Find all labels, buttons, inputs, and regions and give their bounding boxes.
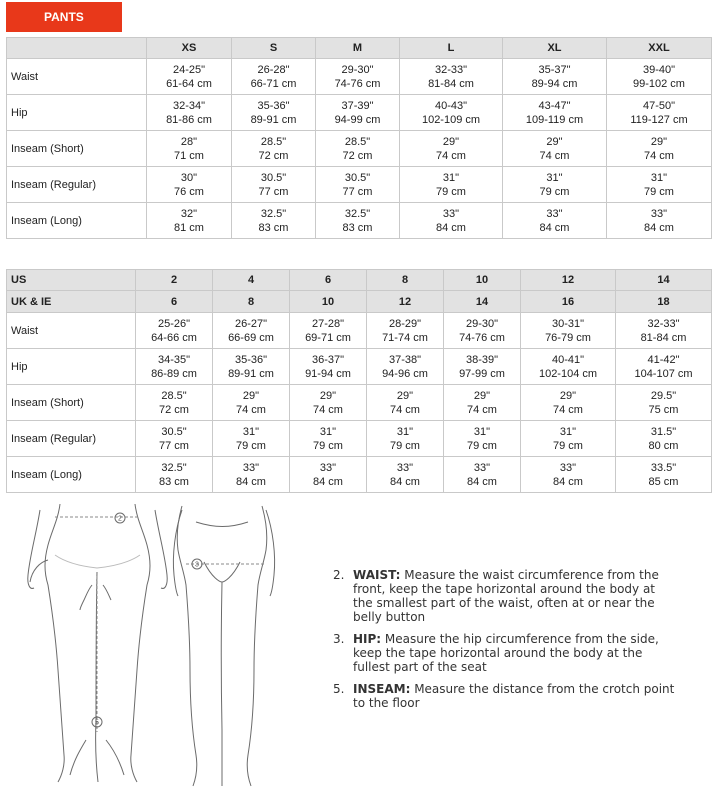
size-cm: 74 cm	[644, 149, 674, 162]
size-cm: 84 cm	[553, 475, 583, 488]
row-label: Inseam (Regular)	[7, 167, 147, 203]
size-inches: 29.5"	[650, 389, 677, 402]
size-cm: 102-104 cm	[538, 367, 598, 380]
size-inches: 33"	[650, 207, 668, 220]
size-inches: 40-41"	[551, 353, 585, 366]
size-cell	[503, 167, 607, 203]
size-inches: 36-37"	[311, 353, 345, 366]
row-label: Inseam (Short)	[7, 385, 136, 421]
instruction-body	[353, 632, 678, 674]
marker-inseam-label: 5	[95, 719, 99, 727]
size-inches: 41-42"	[647, 353, 680, 366]
size-inches: 28-29"	[388, 317, 422, 330]
size-cell	[521, 457, 616, 493]
size-cm: 72 cm	[342, 149, 373, 162]
size-cm: 79 cm	[644, 185, 674, 198]
size-cm: 84 cm	[313, 475, 343, 488]
size-cm: 76-79 cm	[545, 331, 591, 344]
instruction-text: Measure the waist circumference from the front, keep the tape horizontal around the body at the smallest part of the waist, often at or near the belly button	[353, 568, 659, 624]
size-cm: 84 cm	[644, 221, 674, 234]
size-inches: 35-36"	[257, 99, 290, 112]
size-inches: 31"	[546, 171, 563, 184]
size-cell	[616, 349, 712, 385]
header-size: XL	[503, 38, 607, 59]
size-cm: 85 cm	[648, 475, 679, 488]
row-label: Inseam (Regular)	[7, 421, 136, 457]
size-inches: 28.5"	[344, 135, 371, 148]
size-inches: 32-33"	[647, 317, 680, 330]
size-cell	[290, 313, 367, 349]
size-inches: 29"	[650, 135, 668, 148]
size-inches: 32.5"	[260, 207, 287, 220]
size-cell	[290, 349, 367, 385]
us-size: 2	[136, 270, 213, 291]
size-cm: 74 cm	[236, 403, 266, 416]
size-inches: 40-43"	[434, 99, 468, 112]
instruction-number: 3.	[333, 632, 345, 646]
size-inches: 35-36"	[234, 353, 268, 366]
size-cm: 77 cm	[258, 185, 289, 198]
size-inches: 24-25"	[172, 63, 206, 76]
size-cm: 77 cm	[159, 439, 189, 452]
size-cm: 89-94 cm	[531, 77, 578, 90]
size-cm: 79 cm	[236, 439, 266, 452]
us-size: 8	[367, 270, 444, 291]
size-cell	[400, 95, 503, 131]
header-size: XXL	[607, 38, 712, 59]
size-cm: 61-64 cm	[166, 77, 212, 90]
size-inches: 33.5"	[650, 461, 677, 474]
us-size: 14	[616, 270, 712, 291]
uk-size: 18	[616, 291, 712, 313]
size-cm: 79 cm	[390, 439, 420, 452]
row-label: Waist	[7, 59, 147, 95]
size-cm: 84 cm	[539, 221, 570, 234]
size-cell	[367, 385, 444, 421]
size-cm: 102-109 cm	[421, 113, 481, 126]
size-inches: 32"	[180, 207, 198, 220]
size-cell	[367, 457, 444, 493]
size-cell	[232, 95, 316, 131]
size-inches: 39-40"	[642, 63, 676, 76]
size-cm: 89-91 cm	[250, 113, 297, 126]
size-cell	[503, 95, 607, 131]
size-inches: 31"	[396, 425, 414, 438]
instruction-number: 5.	[333, 682, 345, 696]
size-cm: 66-69 cm	[228, 331, 274, 344]
size-inches: 31"	[473, 425, 491, 438]
size-cell	[503, 203, 607, 239]
size-inches: 30.5"	[161, 425, 187, 438]
table-row	[7, 95, 712, 131]
size-cm: 84 cm	[436, 221, 466, 234]
row-label: Inseam (Long)	[7, 203, 147, 239]
size-inches: 38-39"	[465, 353, 499, 366]
size-inches: 33"	[546, 207, 563, 220]
size-inches: 31"	[242, 425, 260, 438]
size-cm: 81-84 cm	[640, 331, 687, 344]
size-inches: 29"	[559, 389, 577, 402]
size-cell	[367, 349, 444, 385]
size-cell	[400, 167, 503, 203]
size-cm: 79 cm	[313, 439, 343, 452]
size-cell	[147, 59, 232, 95]
size-inches: 31"	[442, 171, 460, 184]
size-inches: 33"	[559, 461, 577, 474]
size-cell	[400, 203, 503, 239]
size-inches: 30.5"	[344, 171, 371, 184]
uk-size: 8	[213, 291, 290, 313]
size-cell	[367, 421, 444, 457]
size-inches: 31"	[319, 425, 337, 438]
marker-waist-label: 2	[118, 515, 122, 523]
size-cm: 64-66 cm	[151, 331, 197, 344]
numeric-size-table	[6, 269, 712, 493]
uk-size: 14	[444, 291, 521, 313]
row-label: Waist	[7, 313, 136, 349]
size-inches: 25-26"	[157, 317, 191, 330]
size-cm: 94-96 cm	[382, 367, 428, 380]
size-cm: 81-86 cm	[166, 113, 212, 126]
size-cm: 71-74 cm	[382, 331, 428, 344]
uk-size: 16	[521, 291, 616, 313]
size-inches: 32.5"	[161, 461, 187, 474]
size-inches: 26-28"	[257, 63, 290, 76]
instruction-text: Measure the hip circumference from the side, keep the tape horizontal around the body at the fullest part of the seat	[353, 632, 659, 674]
size-cm: 74 cm	[539, 149, 570, 162]
size-cm: 104-107 cm	[634, 367, 693, 380]
uk-size: 6	[136, 291, 213, 313]
size-cell	[503, 59, 607, 95]
size-cm: 79 cm	[467, 439, 497, 452]
size-cm: 74 cm	[390, 403, 420, 416]
size-inches: 28.5"	[161, 389, 187, 402]
size-cm: 83 cm	[258, 221, 289, 234]
size-cell	[316, 131, 400, 167]
size-cell	[521, 421, 616, 457]
size-cm: 81 cm	[174, 221, 204, 234]
size-cell	[607, 95, 712, 131]
size-inches: 37-38"	[388, 353, 422, 366]
size-cell	[213, 421, 290, 457]
size-inches: 31.5"	[650, 425, 677, 438]
size-cm: 86-89 cm	[151, 367, 197, 380]
size-cell	[290, 457, 367, 493]
instruction-body	[353, 568, 678, 624]
row-label: Hip	[7, 95, 147, 131]
size-cell	[521, 313, 616, 349]
size-inches: 34-35"	[157, 353, 191, 366]
table-row	[7, 385, 712, 421]
us-size: 4	[213, 270, 290, 291]
size-cm: 91-94 cm	[305, 367, 351, 380]
size-cell	[444, 385, 521, 421]
instruction-body	[353, 682, 678, 710]
size-cell	[147, 203, 232, 239]
size-inches: 33"	[319, 461, 337, 474]
size-cell	[316, 59, 400, 95]
header-size: M	[316, 38, 400, 59]
size-inches: 31"	[559, 425, 577, 438]
header-size: S	[232, 38, 316, 59]
size-cm: 84 cm	[467, 475, 497, 488]
size-cell	[444, 349, 521, 385]
size-cell	[213, 457, 290, 493]
size-cm: 94-99 cm	[334, 113, 381, 126]
size-inches: 37-39"	[341, 99, 374, 112]
size-cell	[616, 313, 712, 349]
size-cell	[136, 313, 213, 349]
size-inches: 30"	[180, 171, 198, 184]
size-inches: 29"	[442, 135, 460, 148]
size-cm: 81-84 cm	[428, 77, 474, 90]
uk-size: 10	[290, 291, 367, 313]
size-inches: 29"	[473, 389, 491, 402]
size-cm: 83 cm	[159, 475, 189, 488]
header-corner	[7, 38, 147, 59]
size-inches: 35-37"	[538, 63, 571, 76]
size-inches: 29-30"	[465, 317, 499, 330]
size-inches: 26-27"	[234, 317, 268, 330]
size-cell	[616, 385, 712, 421]
size-cell	[232, 131, 316, 167]
size-cell	[136, 385, 213, 421]
size-cm: 71 cm	[174, 149, 204, 162]
size-cell	[607, 167, 712, 203]
instruction-term: WAIST:	[353, 568, 401, 582]
size-inches: 29"	[396, 389, 414, 402]
size-cm: 97-99 cm	[459, 367, 505, 380]
size-cell	[521, 385, 616, 421]
size-cm: 119-127 cm	[630, 113, 688, 126]
size-inches: 32.5"	[344, 207, 371, 220]
size-cell	[444, 421, 521, 457]
size-inches: 30-31"	[551, 317, 585, 330]
size-cell	[232, 167, 316, 203]
size-cell	[367, 313, 444, 349]
size-inches: 27-28"	[311, 317, 345, 330]
marker-hip-label: 3	[195, 561, 199, 569]
table-row	[7, 313, 712, 349]
size-inches: 29"	[242, 389, 260, 402]
size-inches: 33"	[473, 461, 491, 474]
size-inches: 30.5"	[260, 171, 287, 184]
instruction-item	[333, 632, 678, 674]
size-cell	[503, 131, 607, 167]
size-cell	[213, 349, 290, 385]
size-cm: 109-119 cm	[525, 113, 584, 126]
size-cm: 74-76 cm	[459, 331, 505, 344]
size-cm: 72 cm	[258, 149, 289, 162]
size-cm: 74 cm	[467, 403, 497, 416]
size-cm: 99-102 cm	[633, 77, 685, 90]
size-inches: 32-34"	[172, 99, 206, 112]
pants-tab[interactable]: PANTS	[6, 2, 122, 32]
size-cell	[444, 313, 521, 349]
size-cell	[400, 59, 503, 95]
row-label: Inseam (Short)	[7, 131, 147, 167]
size-inches: 28"	[180, 135, 198, 148]
size-cm: 66-71 cm	[250, 77, 297, 90]
size-inches: 31"	[650, 171, 668, 184]
size-cell	[290, 421, 367, 457]
size-cm: 79 cm	[539, 185, 570, 198]
size-inches: 29-30"	[341, 63, 374, 76]
us-size: 10	[444, 270, 521, 291]
alpha-size-table	[6, 37, 712, 239]
uk-size: 12	[367, 291, 444, 313]
size-cell	[147, 131, 232, 167]
size-cm: 72 cm	[159, 403, 189, 416]
size-cm: 84 cm	[236, 475, 266, 488]
size-cell	[607, 203, 712, 239]
size-cell	[521, 349, 616, 385]
size-cell	[607, 59, 712, 95]
size-cm: 89-91 cm	[228, 367, 274, 380]
table-row	[7, 457, 712, 493]
size-inches: 29"	[546, 135, 563, 148]
size-cm: 79 cm	[553, 439, 583, 452]
size-cm: 83 cm	[342, 221, 373, 234]
size-cell	[616, 421, 712, 457]
size-cell	[232, 203, 316, 239]
size-cell	[136, 457, 213, 493]
size-cm: 74 cm	[553, 403, 583, 416]
size-cell	[232, 59, 316, 95]
measurement-instructions	[333, 568, 678, 718]
size-inches: 33"	[396, 461, 414, 474]
us-size: 6	[290, 270, 367, 291]
size-cell	[616, 457, 712, 493]
us-size: 12	[521, 270, 616, 291]
table-row	[7, 59, 712, 95]
size-cell	[147, 95, 232, 131]
instruction-text: Measure the distance from the crotch point to the floor	[353, 682, 675, 710]
size-inches: 33"	[242, 461, 260, 474]
table-row	[7, 203, 712, 239]
size-cm: 69-71 cm	[305, 331, 351, 344]
size-cell	[290, 385, 367, 421]
size-cm: 79 cm	[436, 185, 466, 198]
header-size: XS	[147, 38, 232, 59]
size-inches: 29"	[319, 389, 337, 402]
size-cell	[444, 457, 521, 493]
size-cell	[213, 313, 290, 349]
size-cell	[213, 385, 290, 421]
size-inches: 43-47"	[538, 99, 571, 112]
size-cm: 74 cm	[436, 149, 466, 162]
table-row	[7, 131, 712, 167]
size-cm: 76 cm	[174, 185, 204, 198]
size-cm: 74-76 cm	[334, 77, 381, 90]
size-cm: 84 cm	[390, 475, 420, 488]
uk-label: UK & IE	[7, 291, 136, 313]
size-cell	[316, 95, 400, 131]
size-cell	[316, 167, 400, 203]
size-cell	[607, 131, 712, 167]
header-size: L	[400, 38, 503, 59]
size-inches: 28.5"	[260, 135, 287, 148]
size-cell	[136, 421, 213, 457]
back-body-outline	[173, 506, 274, 786]
table-row	[7, 167, 712, 203]
size-inches: 33"	[442, 207, 460, 220]
size-cm: 75 cm	[648, 403, 679, 416]
size-inches: 47-50"	[642, 99, 676, 112]
size-cell	[316, 203, 400, 239]
size-cell	[400, 131, 503, 167]
body-measurement-figure	[0, 500, 310, 789]
instruction-item	[333, 682, 678, 710]
size-inches: 32-33"	[434, 63, 468, 76]
us-label: US	[7, 270, 136, 291]
table-row	[7, 421, 712, 457]
row-label: Hip	[7, 349, 136, 385]
row-label: Inseam (Long)	[7, 457, 136, 493]
table-row	[7, 349, 712, 385]
instruction-number: 2.	[333, 568, 345, 582]
size-cm: 74 cm	[313, 403, 343, 416]
size-cell	[147, 167, 232, 203]
instruction-item	[333, 568, 678, 624]
size-cm: 80 cm	[648, 439, 679, 452]
instruction-term: HIP:	[353, 632, 382, 646]
size-cell	[136, 349, 213, 385]
instruction-term: INSEAM:	[353, 682, 411, 696]
size-cm: 77 cm	[342, 185, 373, 198]
